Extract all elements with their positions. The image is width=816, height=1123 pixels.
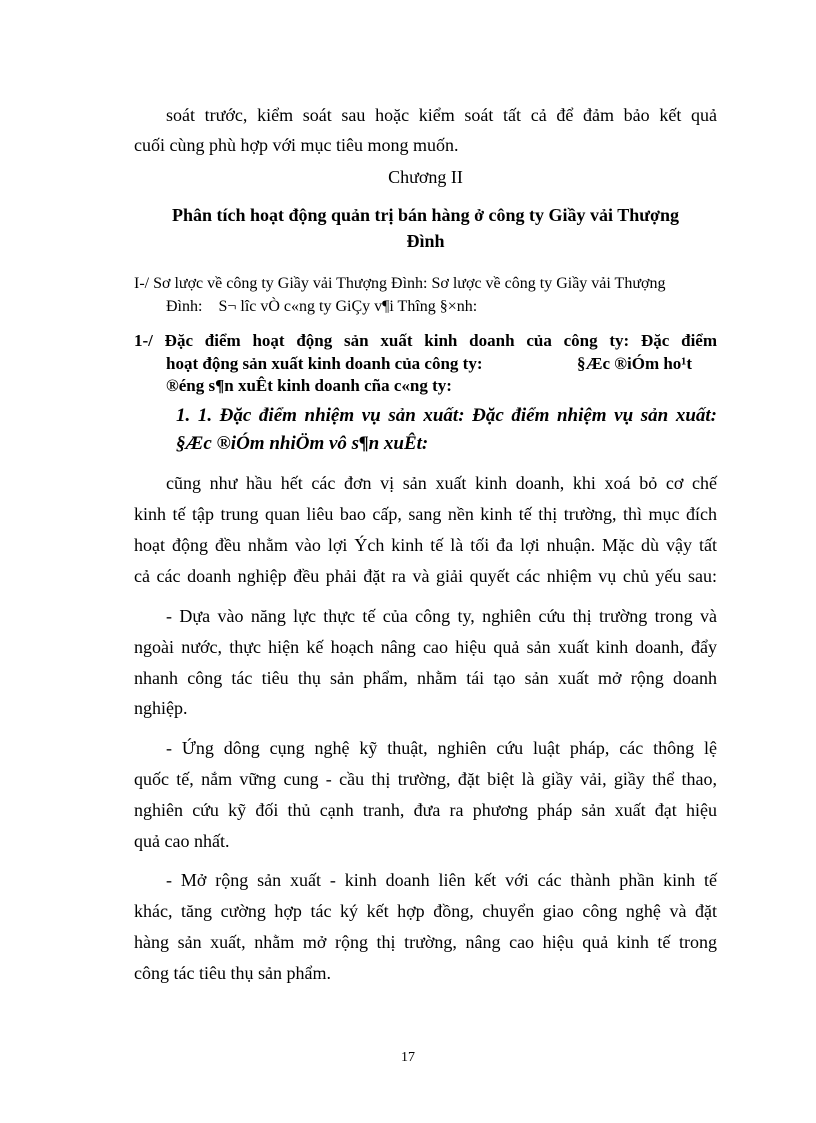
intro-line-2: cuối cùng phù hợp với mục tiêu mong muốn. <box>134 135 459 155</box>
paragraph-4-line-4: công tác tiêu thụ sản phẩm. <box>134 963 331 983</box>
section-1-heading-line-1: I-/ Sơ lược về công ty Giầy vải Thượng Đình: Sơ lược về công ty Giầy vải Thượng <box>134 275 666 292</box>
section-1-1-1-heading-line-1: 1. 1. Đặc điểm nhiệm vụ sản xuất: Đặc điểm nhiệm vụ sản xuất: <box>176 405 717 426</box>
paragraph-2-line-3: nhanh công tác tiêu thụ sản phẩm, nhằm tái tạo sản xuất mở rộng doanh <box>134 668 717 688</box>
paragraph-2-line-4: nghiệp. <box>134 698 188 718</box>
section-1-1-1-heading-line-2: §Æc ®iÓm nhiÖm vô s¶n xuÊt: <box>176 433 429 454</box>
chapter-title-line-2: Đình <box>406 231 445 251</box>
paragraph-3-line-4: quả cao nhất. <box>134 831 230 851</box>
section-1-1-heading-line-3: ®éng s¶n xuÊt kinh doanh cña c«ng ty: <box>166 376 452 395</box>
paragraph-4-line-2: khác, tăng cường hợp tác ký kết hợp đồng, chuyển giao công nghệ và đặt <box>134 901 717 921</box>
paragraph-4-line-1: - Mở rộng sản xuất - kinh doanh liên kết với các thành phần kinh tế <box>166 870 717 890</box>
chapter-label: Chương II <box>388 167 463 187</box>
paragraph-2-line-2: ngoài nước, thực hiện kế hoạch nâng cao hiệu quả sản xuất kinh doanh, đẩy <box>134 637 717 657</box>
paragraph-2-line-1: - Dựa vào năng lực thực tế của công ty, nghiên cứu thị trường trong và <box>166 606 717 626</box>
paragraph-1-line-3: hoạt động đều nhằm vào lợi Ých kinh tế là tối đa lợi nhuận. Mặc dù vậy tất <box>134 535 717 555</box>
chapter-title-line-1: Phân tích hoạt động quản trị bán hàng ở công ty Giầy vải Thượng <box>171 205 680 225</box>
paragraph-3-line-1: - Ứng dông cụng nghệ kỹ thuật, nghiên cứu luật pháp, các thông lệ <box>166 738 717 758</box>
paragraph-1-line-1: cũng như hầu hết các đơn vị sản xuất kinh doanh, khi xoá bỏ cơ chế <box>166 473 717 493</box>
section-1-1-heading-line-2a: hoạt động sản xuất kinh doanh của công ty: <box>166 354 483 373</box>
page-number: 17 <box>401 1050 415 1065</box>
paragraph-1-line-4: cả các doanh nghiệp đều phải đặt ra và giải quyết các nhiệm vụ chủ yếu sau: <box>134 566 717 586</box>
paragraph-1-line-2: kinh tế tập trung quan liêu bao cấp, sang nền kinh tế thị trường, thì mục đích <box>134 504 717 524</box>
intro-line-1: soát trước, kiểm soát sau hoặc kiểm soát tất cả để đảm bảo kết quả <box>166 105 717 125</box>
section-1-1-heading-line-1: 1-/ Đặc điểm hoạt động sản xuất kinh doanh của công ty: Đặc điểm <box>134 331 717 350</box>
section-1-heading-line-2: Đình: S¬ lîc vÒ c«ng ty GiÇy v¶i Thîng §×nh: <box>166 298 478 315</box>
paragraph-3-line-3: nghiên cứu kỹ đối thủ cạnh tranh, đưa ra phương pháp sản xuất đạt hiệu <box>134 800 717 820</box>
paragraph-4-line-3: hàng sản xuất, nhằm mở rộng thị trường, nâng cao hiệu quả kinh tế trong <box>134 932 717 952</box>
section-1-1-heading-line-2b: §Æc ®iÓm ho¹t <box>577 354 693 373</box>
paragraph-3-line-2: quốc tế, nắm vững cung - cầu thị trường, đặt biệt là giầy vải, giầy thể thao, <box>134 769 717 789</box>
